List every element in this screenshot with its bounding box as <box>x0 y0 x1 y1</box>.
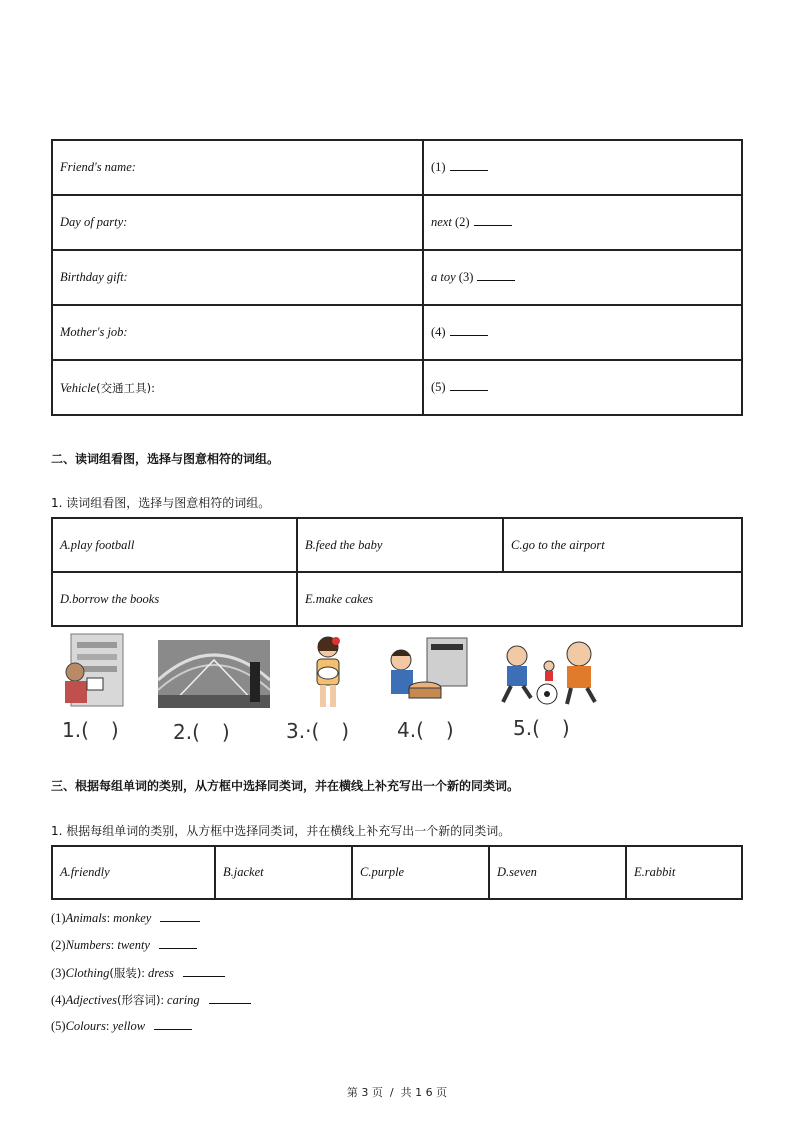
picture-label-3: 3.·( ) <box>286 719 350 743</box>
table-cell-label: Birthday gift: <box>52 250 423 305</box>
option-cell: B.feed the baby <box>297 518 503 572</box>
page-number: 第 3 页 / 共 1 6 页 <box>346 1086 448 1099</box>
category-item-1: (1)Animals: monkey <box>51 911 200 926</box>
answer-blank[interactable] <box>474 215 512 226</box>
option-cell: C.purple <box>352 846 489 899</box>
word-options-table <box>51 845 743 900</box>
answer-blank[interactable] <box>477 270 515 281</box>
category-item-4: (4)Adjectives(形容词): caring <box>51 992 251 1008</box>
table-cell-answer: (5) <box>423 360 742 415</box>
airport-picture <box>158 640 270 708</box>
table-cell-label: Mother's job: <box>52 305 423 360</box>
table-cell-answer: a toy (3) <box>423 250 742 305</box>
table-cell-answer: (4) <box>423 305 742 360</box>
cake-picture <box>385 632 471 710</box>
answer-blank[interactable] <box>159 938 197 949</box>
library-picture <box>53 628 135 713</box>
option-cell: A.play football <box>52 518 297 572</box>
picture-label-5: 5.( ) <box>513 716 570 740</box>
answer-blank[interactable] <box>209 993 251 1004</box>
category-item-3: (3)Clothing(服装): dress <box>51 965 225 981</box>
option-cell: C.go to the airport <box>503 518 742 572</box>
football-picture <box>497 636 605 710</box>
phrase-options-table <box>51 517 743 627</box>
answer-blank[interactable] <box>450 380 488 391</box>
option-cell: D.borrow the books <box>52 572 297 626</box>
category-item-2: (2)Numbers: twenty <box>51 938 197 953</box>
table-cell-label: Vehicle(交通工具): <box>52 360 423 415</box>
table-cell-answer: next (2) <box>423 195 742 250</box>
answer-blank[interactable] <box>450 160 488 171</box>
option-cell: B.jacket <box>215 846 352 899</box>
baby-picture <box>303 633 353 711</box>
section3-heading: 三、根据每组单词的类别，从方框中选择同类词，并在横线上补充写出一个新的同类词。 <box>51 779 520 793</box>
picture-label-2: 2.( ) <box>173 720 230 744</box>
section3-question: 1. 根据每组单词的类别，从方框中选择同类词，并在横线上补充写出一个新的同类词。 <box>51 824 511 838</box>
answer-blank[interactable] <box>183 966 225 977</box>
table-cell-answer: (1) <box>423 140 742 195</box>
picture-label-1: 1.( ) <box>62 718 119 742</box>
section2-heading: 二、读词组看图，选择与图意相符的词组。 <box>51 452 280 466</box>
table-cell-label: Friend's name: <box>52 140 423 195</box>
table-cell-label: Day of party: <box>52 195 423 250</box>
answer-blank[interactable] <box>154 1019 192 1030</box>
info-table <box>51 139 743 416</box>
option-cell: E.rabbit <box>626 846 742 899</box>
option-cell: E.make cakes <box>297 572 742 626</box>
answer-blank[interactable] <box>450 325 488 336</box>
category-item-5: (5)Colours: yellow <box>51 1019 192 1034</box>
option-cell: D.seven <box>489 846 626 899</box>
picture-label-4: 4.( ) <box>397 718 454 742</box>
answer-blank[interactable] <box>160 911 200 922</box>
option-cell: A.friendly <box>52 846 215 899</box>
section2-question: 1. 读词组看图，选择与图意相符的词组。 <box>51 496 271 510</box>
